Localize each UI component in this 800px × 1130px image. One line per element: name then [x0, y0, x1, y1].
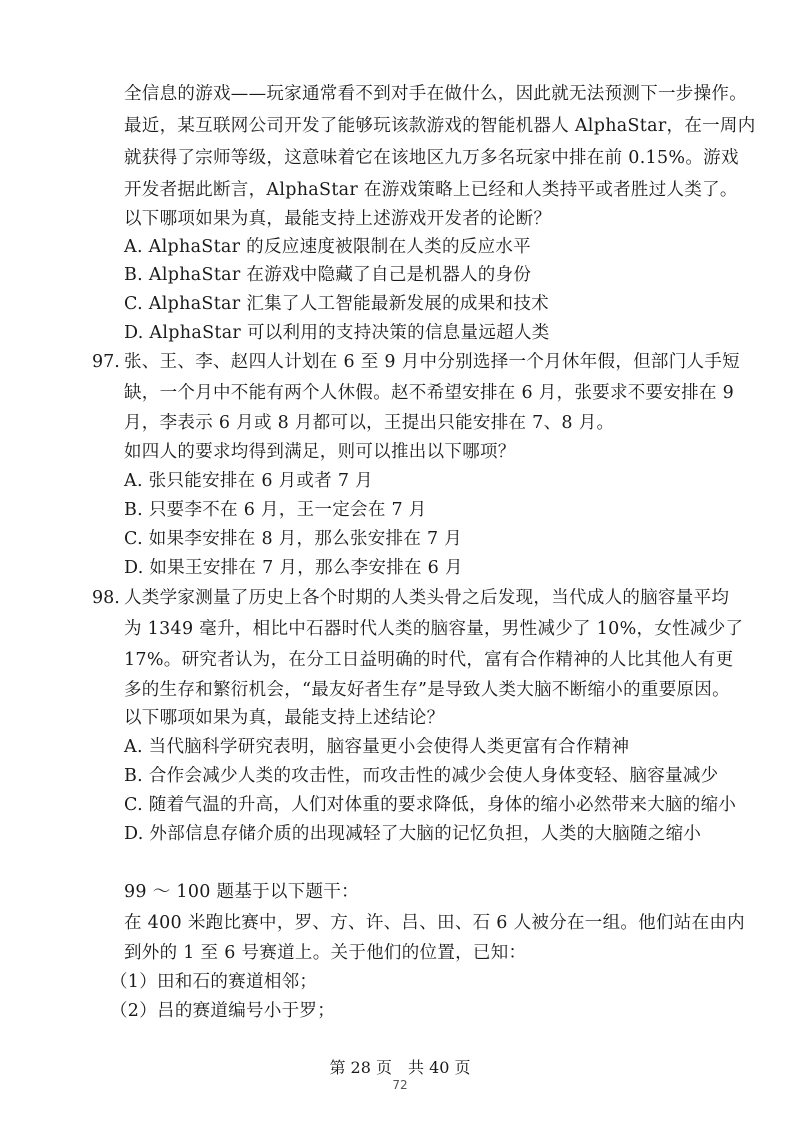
q96-stem-line-1: 全信息的游戏——玩家通常看不到对手在做什么，因此就无法预测下一步操作。	[124, 84, 747, 104]
q97-option-d: D. 如果王安排在 7 月，那么李安排在 6 月	[124, 558, 463, 578]
q96-option-b: B. AlphaStar 在游戏中隐藏了自己是机器人的身份	[124, 265, 532, 285]
q98-option-b: B. 合作会减少人类的攻击性，而攻击性的减少会使人身体变轻、脑容量减少	[124, 766, 719, 786]
q96-stem-line-3: 就获得了宗师等级，这意味着它在该地区九万多名玩家中排在前 0.15%。游戏	[124, 148, 739, 168]
q98-option-a: A. 当代脑科学研究表明，脑容量更小会使得人类更富有合作精神	[124, 737, 630, 757]
q98-option-d: D. 外部信息存储介质的出现减轻了大脑的记忆负担，人类的大脑随之缩小	[124, 824, 702, 844]
q97-stem-line-3: 月，李表示 6 月或 8 月都可以，王提出只能安排在 7、8 月。	[124, 413, 615, 433]
q99-100-condition-1: （1）田和石的赛道相邻；	[110, 972, 318, 992]
q97-option-b: B. 只要李不在 6 月，王一定会在 7 月	[124, 500, 427, 520]
page-footer-label: 第 28 页 共 40 页	[329, 1058, 471, 1077]
q98-stem-line-2: 为 1349 毫升，相比中石器时代人类的脑容量，男性减少了 10%，女性减少了	[124, 619, 744, 639]
q97-question: 如四人的要求均得到满足，则可以推出以下哪项？	[124, 442, 516, 462]
q98-stem-line-3: 17%。研究者认为，在分工日益明确的时代，富有合作精神的人比其他人有更	[124, 650, 734, 670]
q98-stem-line-4: 多的生存和繁衍机会，“最友好者生存”是导致人类大脑不断缩小的重要原因。	[124, 680, 730, 700]
q97-option-a: A. 张只能安排在 6 月或者 7 月	[124, 471, 373, 491]
q97-stem-line-2: 缺，一个月中不能有两个人休假。赵不希望安排在 6 月，张要求不要安排在 9	[124, 383, 735, 403]
q99-100-stem-line-1: 在 400 米跑比赛中，罗、方、许、吕、田、石 6 人被分在一组。他们站在由内	[124, 913, 745, 933]
q96-question: 以下哪项如果为真，最能支持上述游戏开发者的论断？	[124, 209, 552, 229]
q96-option-a: A. AlphaStar 的反应速度被限制在人类的反应水平	[124, 237, 531, 257]
page-number: 72	[392, 1078, 408, 1092]
q97-stem-line-1: 张、王、李、赵四人计划在 6 至 9 月中分别选择一个月休年假，但部门人手短	[124, 352, 740, 372]
q99-100-heading: 99 ～ 100 题基于以下题干：	[124, 882, 359, 902]
q97-number: 97.	[92, 352, 120, 372]
q98-question: 以下哪项如果为真，最能支持上述结论？	[124, 708, 445, 728]
q96-option-c: C. AlphaStar 汇集了人工智能最新发展的成果和技术	[124, 294, 549, 314]
q99-100-stem-line-2: 到外的 1 至 6 号赛道上。关于他们的位置，已知：	[124, 943, 527, 963]
q96-stem-line-4: 开发者据此断言，AlphaStar 在游戏策略上已经和人类持平或者胜过人类了。	[124, 180, 738, 200]
q98-option-c: C. 随着气温的升高，人们对体重的要求降低，身体的缩小必然带来大脑的缩小	[124, 795, 737, 815]
q96-option-d: D. AlphaStar 可以利用的支持决策的信息量远超人类	[124, 323, 550, 343]
q96-stem-line-2: 最近，某互联网公司开发了能够玩该款游戏的智能机器人 AlphaStar，在一周内	[124, 116, 756, 136]
q97-option-c: C. 如果李安排在 8 月，那么张安排在 7 月	[124, 529, 463, 549]
q98-number: 98.	[92, 588, 120, 608]
q99-100-condition-2: （2）吕的赛道编号小于罗；	[110, 1001, 336, 1021]
q98-stem-line-1: 人类学家测量了历史上各个时期的人类头骨之后发现，当代成人的脑容量平均	[124, 588, 730, 608]
